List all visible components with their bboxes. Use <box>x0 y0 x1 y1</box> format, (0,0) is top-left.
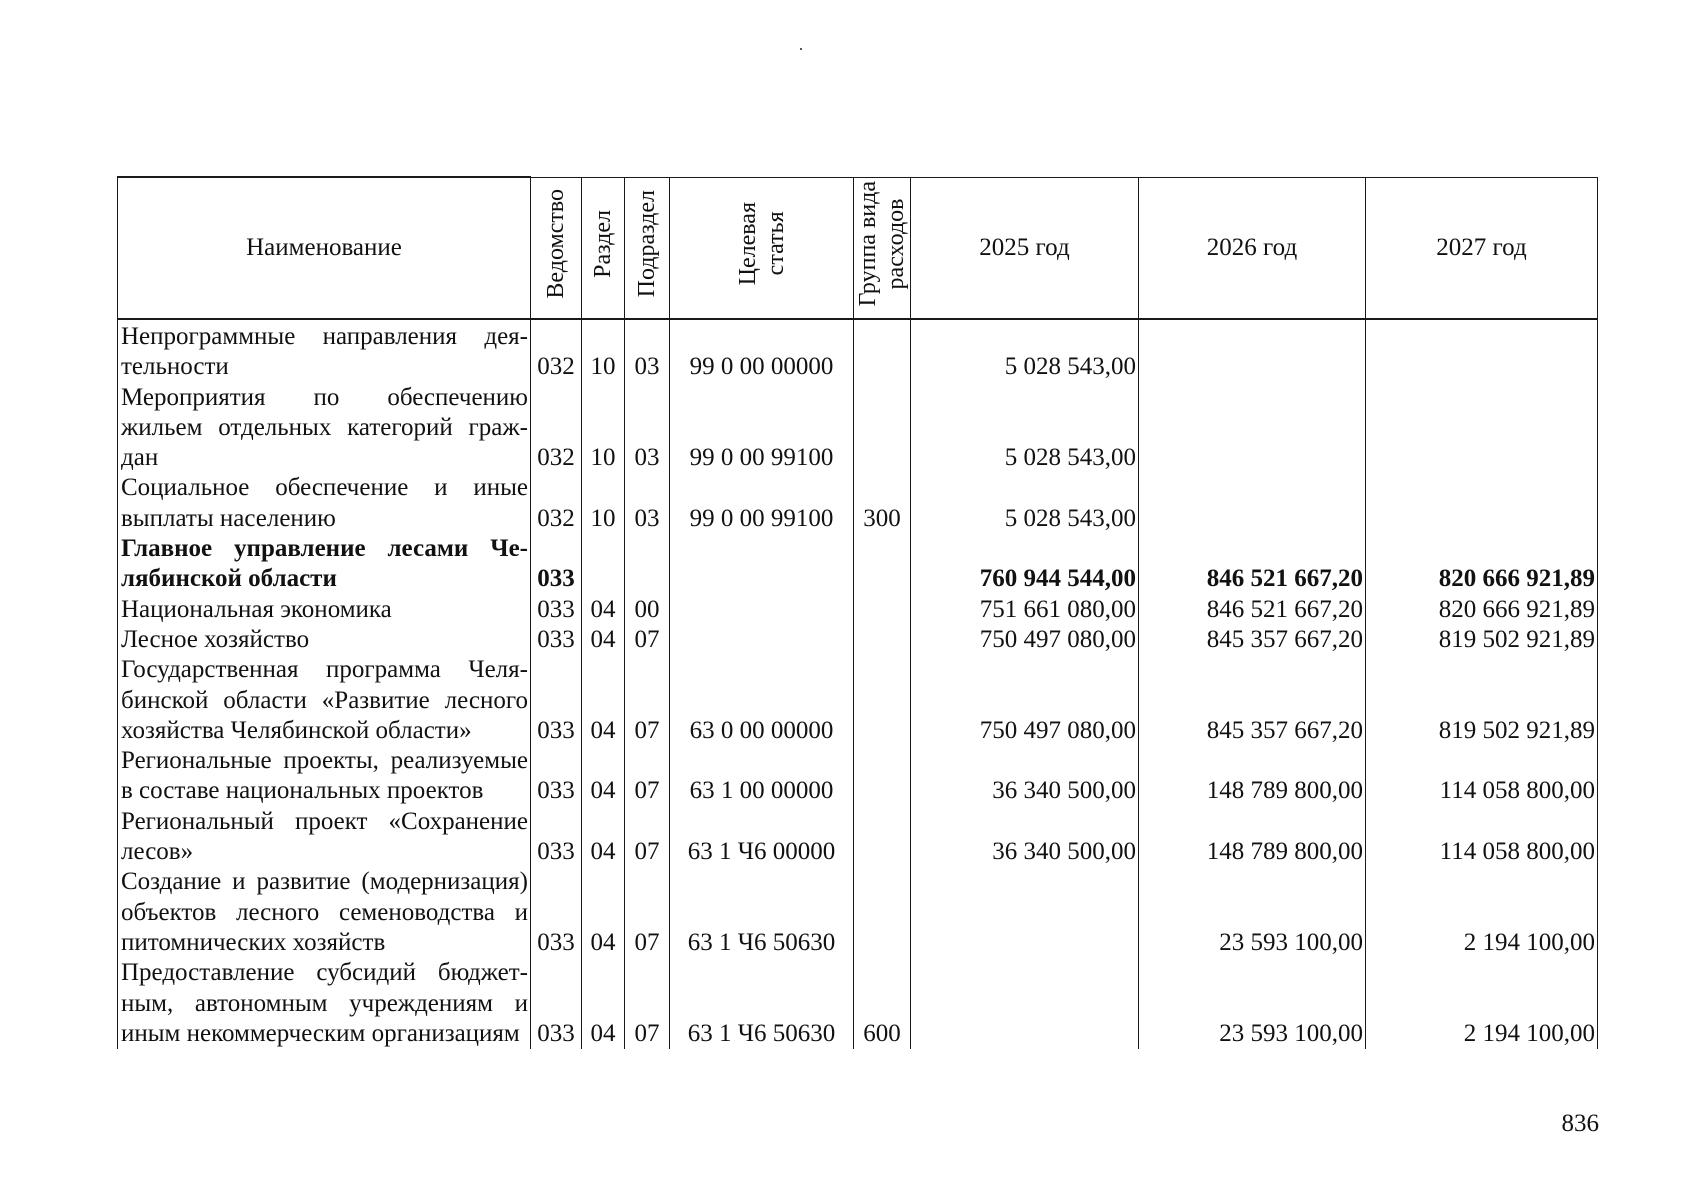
cell-amount-2027: 114 058 800,00 <box>1366 807 1598 868</box>
cell-amount-2025: 36 340 500,00 <box>911 807 1139 868</box>
cell-razdel: 04 <box>582 625 625 655</box>
cell-razdel: 10 <box>582 473 625 534</box>
cell-podrazdel: 07 <box>625 655 670 746</box>
header-razdel <box>582 177 625 319</box>
cell-amount-2027: 819 502 921,89 <box>1366 655 1598 746</box>
cell-celevaya-statya: 63 1 Ч6 00000 <box>670 807 854 868</box>
cell-razdel: 10 <box>582 319 625 383</box>
cell-name: Региональный проект «Сохранение лесов» <box>118 807 531 868</box>
cell-gruppa-vida <box>854 746 911 807</box>
cell-amount-2025: 750 497 080,00 <box>911 655 1139 746</box>
table-row <box>118 807 1598 868</box>
cell-vedomstvo: 033 <box>531 807 582 868</box>
cell-amount-2027: 2 194 100,00 <box>1366 958 1598 1049</box>
page-number: 836 <box>1561 1110 1599 1137</box>
cell-name: Лесное хозяйство <box>118 625 531 655</box>
cell-amount-2026: 23 593 100,00 <box>1139 958 1366 1049</box>
cell-name: Создание и развитие (модернизация) объектов лесного семеноводства и питомнических хозяйств <box>118 867 531 958</box>
cell-razdel: 04 <box>582 595 625 625</box>
table-row <box>118 625 1598 655</box>
cell-celevaya-statya: 99 0 00 99100 <box>670 383 854 474</box>
cell-razdel: 10 <box>582 383 625 474</box>
cell-podrazdel: 07 <box>625 958 670 1049</box>
table-row <box>118 746 1598 807</box>
cell-amount-2025: 5 028 543,00 <box>911 319 1139 383</box>
header-name-label: Наименование <box>246 233 402 261</box>
page-dot <box>800 48 802 50</box>
cell-vedomstvo: 033 <box>531 625 582 655</box>
cell-gruppa-vida <box>854 534 911 595</box>
cell-podrazdel: 07 <box>625 625 670 655</box>
cell-vedomstvo: 033 <box>531 655 582 746</box>
table-row <box>118 319 1598 383</box>
header-podrazdel <box>625 177 670 319</box>
header-year-2025 <box>911 177 1139 319</box>
header-vedomstvo <box>531 177 582 319</box>
cell-celevaya-statya <box>670 625 854 655</box>
cell-name: Мероприятия по обеспечению жильем отдельных категорий граждан <box>118 383 531 474</box>
cell-amount-2026: 845 357 667,20 <box>1139 625 1366 655</box>
header-year-2027-label: 2027 год <box>1436 233 1527 261</box>
header-name <box>118 177 531 319</box>
cell-name: Главное управление лесами Челябинской области <box>118 534 531 595</box>
header-celevaya-statya <box>670 177 854 319</box>
header-year-2026 <box>1139 177 1366 319</box>
cell-amount-2025: 750 497 080,00 <box>911 625 1139 655</box>
cell-name: Предоставление субсидий бюджетным, автономным учреждениям и иным некоммерческим организациям <box>118 958 531 1049</box>
cell-amount-2026: 845 357 667,20 <box>1139 655 1366 746</box>
header-vedomstvo-label: Ведомство <box>543 188 569 299</box>
cell-vedomstvo: 032 <box>531 473 582 534</box>
cell-amount-2025: 5 028 543,00 <box>911 383 1139 474</box>
table-row <box>118 473 1598 534</box>
cell-vedomstvo: 033 <box>531 746 582 807</box>
cell-celevaya-statya: 63 1 00 00000 <box>670 746 854 807</box>
cell-razdel: 04 <box>582 958 625 1049</box>
cell-amount-2025: 751 661 080,00 <box>911 595 1139 625</box>
cell-vedomstvo: 032 <box>531 383 582 474</box>
cell-amount-2025 <box>911 958 1139 1049</box>
cell-razdel <box>582 534 625 595</box>
cell-vedomstvo: 033 <box>531 595 582 625</box>
cell-amount-2026: 23 593 100,00 <box>1139 867 1366 958</box>
table-row <box>118 655 1598 746</box>
cell-podrazdel: 03 <box>625 383 670 474</box>
cell-amount-2027: 820 666 921,89 <box>1366 595 1598 625</box>
cell-gruppa-vida <box>854 625 911 655</box>
cell-podrazdel: 07 <box>625 746 670 807</box>
header-gruppa-vida <box>854 177 911 319</box>
table-row <box>118 383 1598 474</box>
table-header-row <box>118 177 1598 319</box>
cell-amount-2025: 5 028 543,00 <box>911 473 1139 534</box>
cell-gruppa-vida <box>854 595 911 625</box>
cell-razdel: 04 <box>582 746 625 807</box>
header-year-2027 <box>1366 177 1598 319</box>
cell-podrazdel: 03 <box>625 473 670 534</box>
cell-amount-2027: 820 666 921,89 <box>1366 534 1598 595</box>
header-gruppa-vida-label: Группа вида расходов <box>855 180 909 307</box>
cell-vedomstvo: 032 <box>531 319 582 383</box>
cell-amount-2025 <box>911 867 1139 958</box>
cell-name: Социальное обеспечение и иные выплаты населению <box>118 473 531 534</box>
cell-celevaya-statya: 99 0 00 00000 <box>670 319 854 383</box>
cell-amount-2027: 819 502 921,89 <box>1366 625 1598 655</box>
cell-razdel: 04 <box>582 655 625 746</box>
header-podrazdel-label: Подраздел <box>634 189 660 298</box>
cell-podrazdel: 07 <box>625 867 670 958</box>
cell-gruppa-vida <box>854 807 911 868</box>
cell-podrazdel: 07 <box>625 807 670 868</box>
cell-amount-2027 <box>1366 473 1598 534</box>
cell-gruppa-vida <box>854 319 911 383</box>
cell-amount-2027: 2 194 100,00 <box>1366 867 1598 958</box>
cell-celevaya-statya <box>670 534 854 595</box>
cell-gruppa-vida <box>854 383 911 474</box>
header-celevaya-statya-label: Целевая статья <box>734 201 789 286</box>
cell-gruppa-vida: 300 <box>854 473 911 534</box>
cell-name: Государственная программа Челябинской области «Развитие лесного хозяйства Челябинской области» <box>118 655 531 746</box>
cell-name: Непрограммные направления деятельности <box>118 319 531 383</box>
cell-podrazdel: 03 <box>625 319 670 383</box>
cell-amount-2027 <box>1366 383 1598 474</box>
cell-amount-2025: 760 944 544,00 <box>911 534 1139 595</box>
cell-razdel: 04 <box>582 807 625 868</box>
table-row <box>118 958 1598 1049</box>
cell-amount-2025: 36 340 500,00 <box>911 746 1139 807</box>
cell-celevaya-statya: 99 0 00 99100 <box>670 473 854 534</box>
table-row <box>118 595 1598 625</box>
cell-celevaya-statya: 63 0 00 00000 <box>670 655 854 746</box>
cell-celevaya-statya: 63 1 Ч6 50630 <box>670 958 854 1049</box>
cell-podrazdel: 00 <box>625 595 670 625</box>
cell-gruppa-vida: 600 <box>854 958 911 1049</box>
cell-gruppa-vida <box>854 655 911 746</box>
cell-vedomstvo: 033 <box>531 867 582 958</box>
cell-amount-2027: 114 058 800,00 <box>1366 746 1598 807</box>
cell-name: Национальная экономика <box>118 595 531 625</box>
cell-amount-2026: 148 789 800,00 <box>1139 746 1366 807</box>
table-row <box>118 534 1598 595</box>
cell-vedomstvo: 033 <box>531 958 582 1049</box>
header-razdel-label: Раздел <box>590 209 616 278</box>
cell-name: Региональные проекты, реализуемые в составе национальных проектов <box>118 746 531 807</box>
cell-gruppa-vida <box>854 867 911 958</box>
cell-amount-2026 <box>1139 319 1366 383</box>
cell-vedomstvo: 033 <box>531 534 582 595</box>
header-year-2025-label: 2025 год <box>979 233 1070 261</box>
cell-amount-2026 <box>1139 473 1366 534</box>
cell-amount-2026: 148 789 800,00 <box>1139 807 1366 868</box>
table-body <box>118 319 1598 1049</box>
cell-amount-2026 <box>1139 383 1366 474</box>
header-year-2026-label: 2026 год <box>1206 233 1298 261</box>
cell-amount-2026: 846 521 667,20 <box>1139 595 1366 625</box>
cell-celevaya-statya: 63 1 Ч6 50630 <box>670 867 854 958</box>
budget-table <box>117 176 1598 1049</box>
table-row <box>118 867 1598 958</box>
cell-podrazdel <box>625 534 670 595</box>
cell-amount-2027 <box>1366 319 1598 383</box>
cell-celevaya-statya <box>670 595 854 625</box>
cell-amount-2026: 846 521 667,20 <box>1139 534 1366 595</box>
cell-razdel: 04 <box>582 867 625 958</box>
